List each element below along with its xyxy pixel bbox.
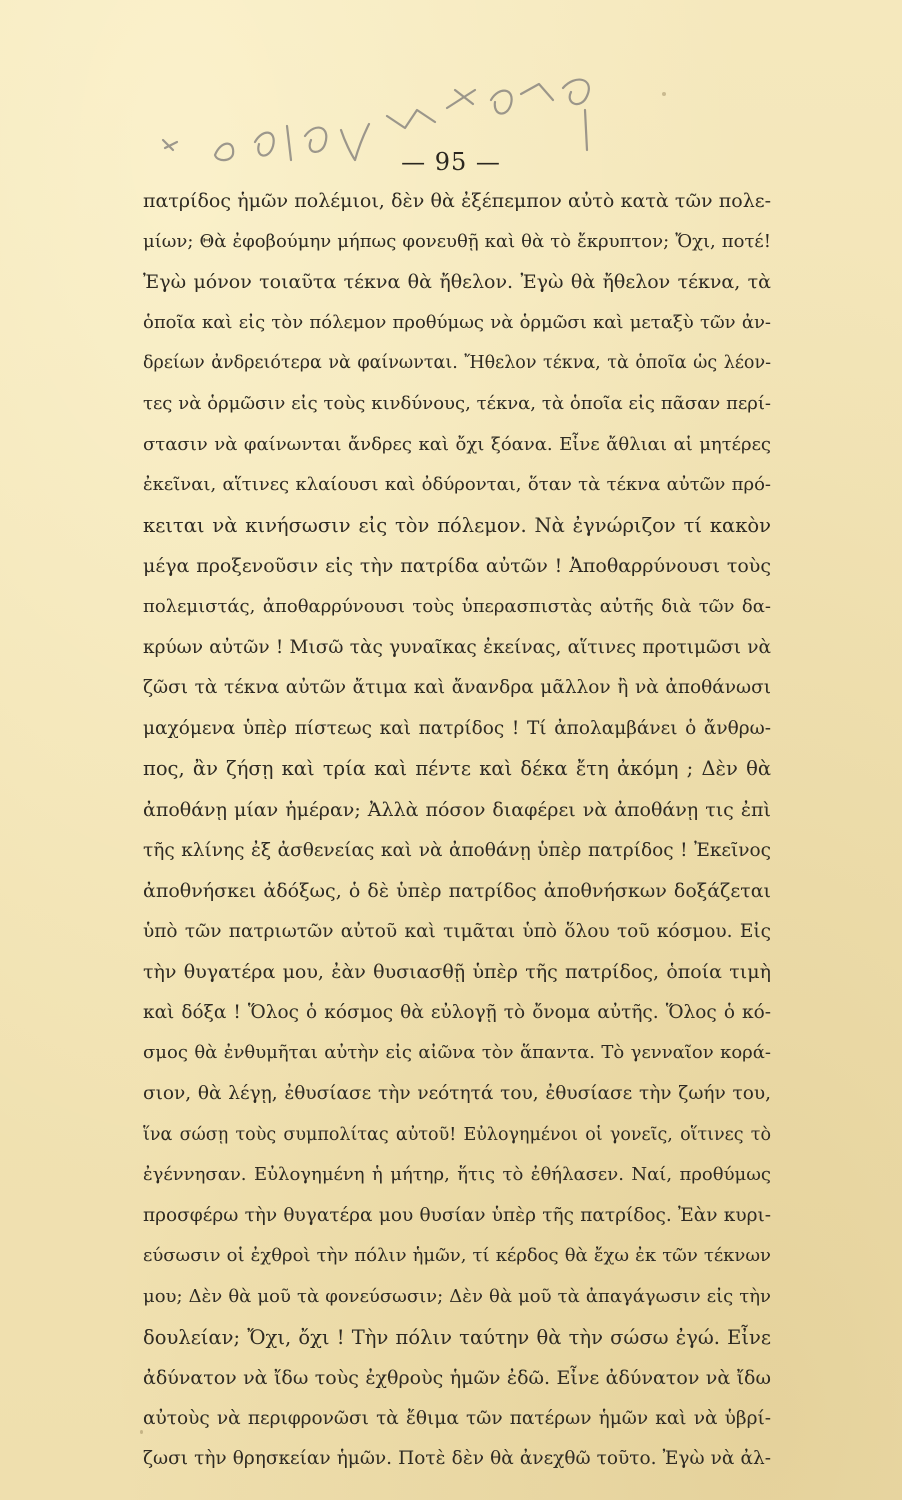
text-line: δουλείαν; Ὄχι, ὄχι ! Τὴν πόλιν ταύτην θὰ τὴν σώσω ἐγώ. Εἶνε xyxy=(143,1325,771,1349)
page-number: — 95 — xyxy=(401,148,501,176)
text-line: ἀποθάνῃ μίαν ἡμέραν; Ἀλλὰ πόσον διαφέρει νὰ ἀποθάνῃ τις ἐπὶ xyxy=(143,798,771,821)
text-line: μαχόμενα ὑπὲρ πίστεως καὶ πατρίδος ! Τί ἀπολαμβάνει ὁ ἄνθρω- xyxy=(143,717,771,739)
text-line: ζωσι τὴν θρησκείαν ἡμῶν. Ποτὲ δὲν θὰ ἀνεχθῶ τοῦτο. Ἐγὼ νὰ ἀλ- xyxy=(143,1448,771,1470)
text-line: ἵνα σώσῃ τοὺς συμπολίτας αὐτοῦ! Εὐλογημένοι οἱ γονεῖς, οἵτινες τὸ xyxy=(143,1124,771,1145)
text-line: μέγα προξενοῦσιν εἰς τὴν πατρίδα αὐτῶν ! Ἀποθαρρύνουσι τοὺς xyxy=(143,555,771,578)
text-line: ὁποῖα καὶ εἰς τὸν πόλεμον προθύμως νὰ ὁρμῶσι καὶ μεταξὺ τῶν ἀν- xyxy=(143,311,771,333)
text-line: πος, ἂν ζήσῃ καὶ τρία καὶ πέντε καὶ δέκα ἔτη ἀκόμη ; Δὲν θὰ xyxy=(143,757,771,781)
text-line: στασιν νὰ φαίνωνται ἄνδρες καὶ ὄχι ξόανα. Εἶνε ἄθλιαι αἱ μητέρες xyxy=(143,433,771,455)
text-line: εύσωσιν οἱ ἐχθροὶ τὴν πόλιν ἡμῶν, τί κέρδος θὰ ἔχω ἐκ τῶν τέκνων xyxy=(143,1245,771,1267)
text-line: προσφέρω τὴν θυγατέρα μου θυσίαν ὑπὲρ τῆς πατρίδος. Ἐὰν κυρι- xyxy=(143,1204,771,1226)
text-line: τῆς κλίνης ἐξ ἀσθενείας καὶ νὰ ἀποθάνῃ ὑπὲρ πατρίδος ! Ἐκεῖνος xyxy=(143,839,771,861)
text-line: ἀποθνήσκει ἀδόξως, ὁ δὲ ὑπὲρ πατρίδος ἀποθνήσκων δοξάζεται xyxy=(143,880,771,903)
text-line: ἐγέννησαν. Εὐλογημένη ἡ μήτηρ, ἥτις τὸ ἐθήλασεν. Ναί, προθύμως xyxy=(143,1164,771,1186)
text-line: δρείων ἀνδρειότερα νὰ φαίνωνται. Ἤθελον τέκνα, τὰ ὁποῖα ὡς λέον- xyxy=(143,353,771,374)
text-line: κειται νὰ κινήσωσιν εἰς τὸν πόλεμον. Νὰ ἐγνώριζον τί κακὸν xyxy=(143,513,771,537)
text-line: κρύων αὐτῶν ! Μισῶ τὰς γυναῖκας ἐκείνας, αἵτινες προτιμῶσι νὰ xyxy=(143,636,771,658)
text-line: σιον, θὰ λέγῃ, ἐθυσίασε τὴν νεότητά του, ἐθυσίασε τὴν ζωήν του, xyxy=(143,1083,771,1105)
text-line: Ἐγὼ μόνον τοιαῦτα τέκνα θὰ ἤθελον. Ἐγὼ θὰ ἤθελον τέκνα, τὰ xyxy=(143,271,771,294)
text-line: πατρίδος ἡμῶν πολέμιοι, δὲν θὰ ἐξέπεμπον αὐτὸ κατὰ τῶν πολε- xyxy=(143,190,771,212)
text-line: ὑπὸ τῶν πατριωτῶν αὐτοῦ καὶ τιμᾶται ὑπὸ ὅλου τοῦ κόσμου. Εἰς xyxy=(143,920,771,942)
body-text xyxy=(143,181,771,1480)
text-line: σμος θὰ ἐνθυμῆται αὐτὴν εἰς αἰῶνα τὸν ἅπαντα. Τὸ γενναῖον κορά- xyxy=(143,1042,771,1064)
text-line: πολεμιστάς, ἀποθαρρύνουσι τοὺς ὑπερασπιστὰς αὐτῆς διὰ τῶν δα- xyxy=(143,595,771,617)
text-line: τες νὰ ὁρμῶσιν εἰς τοὺς κινδύνους, τέκνα, τὰ ὁποῖα εἰς πᾶσαν περί- xyxy=(143,392,771,414)
text-line: ἐκεῖναι, αἵτινες κλαίουσι καὶ ὀδύρονται, ὅταν τὰ τέκνα αὐτῶν πρό- xyxy=(143,474,771,496)
paper-speck xyxy=(662,92,666,96)
text-line: καὶ δόξα ! Ὅλος ὁ κόσμος θὰ εὐλογῇ τὸ ὄνομα αὐτῆς. Ὅλος ὁ κό- xyxy=(143,1001,771,1023)
text-line: αὐτοὺς νὰ περιφρονῶσι τὰ ἔθιμα τῶν πατέρων ἡμῶν καὶ νὰ ὑβρί- xyxy=(143,1407,771,1429)
paper-speck xyxy=(140,1430,143,1434)
text-line: ζῶσι τὰ τέκνα αὐτῶν ἄτιμα καὶ ἄνανδρα μᾶλλον ἢ νὰ ἀποθάνωσι xyxy=(143,677,771,699)
text-line: μίων; Θὰ ἐφοβούμην μήπως φονευθῇ καὶ θὰ τὸ ἔκρυπτον; Ὄχι, ποτέ! xyxy=(143,230,771,252)
text-line: τὴν θυγατέρα μου, ἐὰν θυσιασθῇ ὑπὲρ τῆς πατρίδος, ὁποία τιμὴ xyxy=(143,961,771,984)
text-line: μου; Δὲν θὰ μοῦ τὰ φονεύσωσιν; Δὲν θὰ μοῦ τὰ ἀπαγάγωσιν εἰς τὴν xyxy=(143,1286,771,1308)
text-line: ἀδύνατον νὰ ἴδω τοὺς ἐχθροὺς ἡμῶν ἐδῶ. Εἶνε ἀδύνατον νὰ ἴδω xyxy=(143,1367,771,1390)
